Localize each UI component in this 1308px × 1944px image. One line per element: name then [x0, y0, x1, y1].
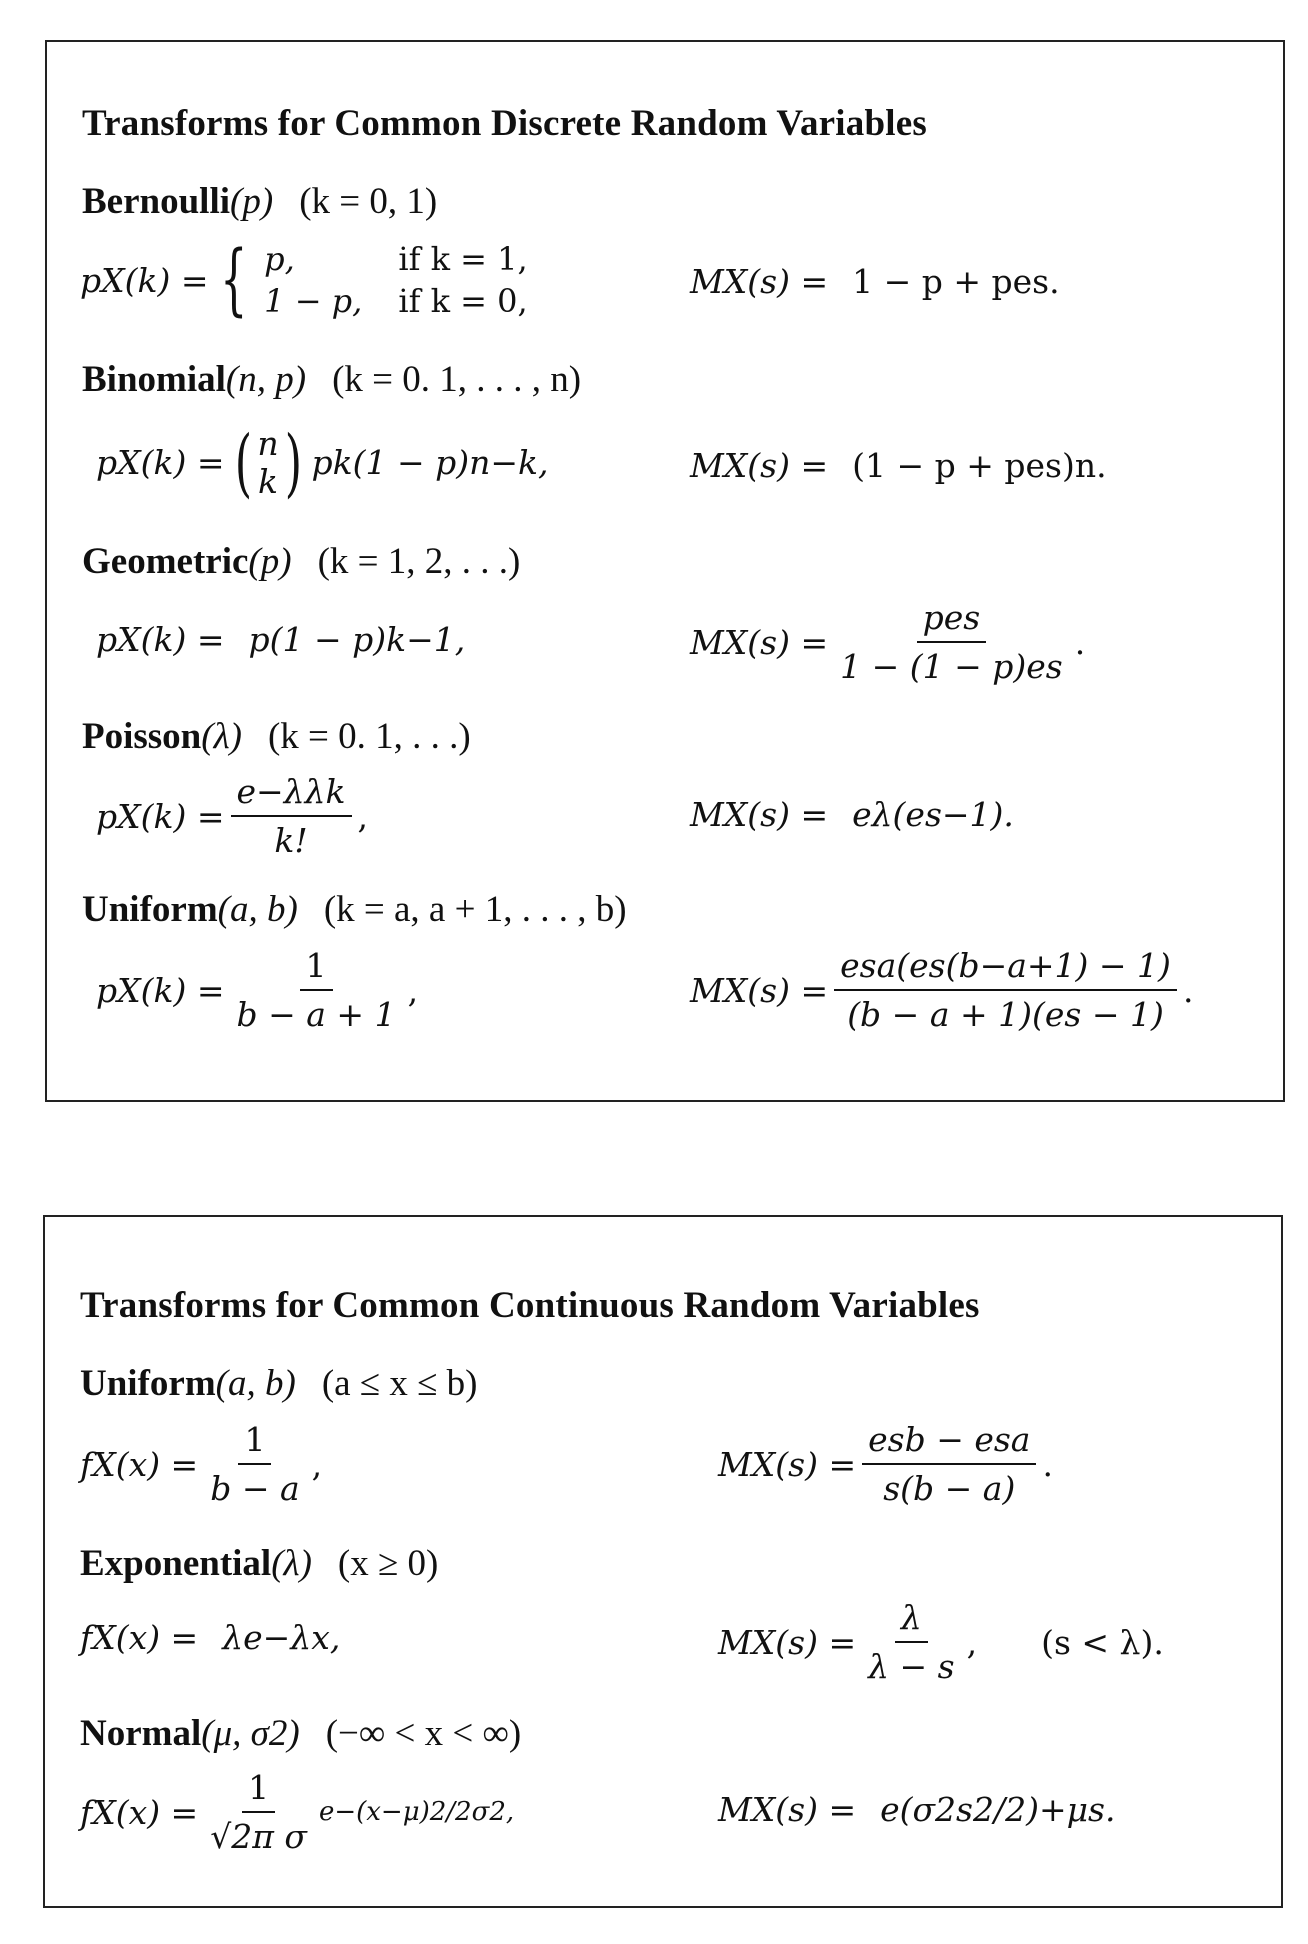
uniform-continuous-mgf-fraction — [862, 1420, 1036, 1508]
uniform-discrete-mgf-fraction — [834, 946, 1177, 1034]
normal-heading — [80, 1712, 521, 1755]
bernoulli-pmf-lhs: pX(k) = — [80, 260, 209, 300]
exponential-name: Exponential — [80, 1543, 272, 1584]
geometric-mgf-end: . — [1074, 622, 1086, 662]
continuous-title: Transforms for Common Continuous Random Variables — [80, 1285, 980, 1326]
binomial-coefficient: ( n k ) — [234, 419, 302, 506]
uniform-continuous-heading — [80, 1362, 478, 1405]
uniform-continuous-pdf-fraction — [204, 1420, 305, 1508]
poisson-pmf-numerator: e−λλk — [231, 772, 352, 817]
uniform-continuous-mgf-numerator: esb − esa — [862, 1420, 1036, 1465]
binom-bottom: k — [258, 461, 279, 501]
uniform-discrete-pmf-fraction — [231, 946, 402, 1034]
uniform-discrete-pmf-numerator: 1 — [300, 946, 333, 991]
uniform-continuous-pdf — [80, 1420, 322, 1508]
exponential-mgf-denominator: λ − s — [868, 1647, 955, 1686]
bernoulli-range: (k = 0, 1) — [299, 181, 438, 222]
exponential-pdf-lhs: fX(x) = — [80, 1618, 199, 1657]
uniform-continuous-name: Uniform — [80, 1363, 216, 1404]
uniform-continuous-pdf-denominator: b − a — [210, 1469, 300, 1508]
uniform-continuous-mgf-lhs: MX(s) = — [718, 1444, 857, 1484]
geometric-pmf-rhs: p(1 − p)k−1, — [248, 620, 466, 659]
exponential-pdf-rhs: λe−λx, — [222, 1618, 341, 1657]
exponential-mgf-lhs: MX(s) = — [718, 1622, 857, 1662]
binomial-mgf — [690, 446, 1107, 485]
geometric-pmf-lhs: pX(k) = — [96, 620, 225, 659]
uniform-discrete-pmf — [96, 946, 418, 1034]
poisson-pmf-end: , — [357, 796, 369, 836]
bernoulli-cases — [264, 240, 528, 320]
normal-mgf — [718, 1790, 1115, 1829]
uniform-discrete-pmf-end: , — [407, 970, 419, 1010]
uniform-discrete-name: Uniform — [82, 889, 218, 930]
uniform-continuous-pdf-end: , — [311, 1444, 323, 1484]
uniform-continuous-range: (a ≤ x ≤ b) — [321, 1363, 478, 1404]
normal-name: Normal — [80, 1713, 202, 1754]
geometric-pmf — [96, 620, 465, 659]
geometric-mgf-lhs: MX(s) = — [690, 622, 829, 662]
poisson-mgf-lhs: MX(s) = — [690, 795, 829, 834]
geometric-mgf-fraction — [834, 598, 1069, 686]
discrete-title: Transforms for Common Discrete Random Variables — [82, 103, 927, 144]
normal-pdf-exponential: e−(x−μ)2/2σ2, — [318, 1797, 515, 1827]
binomial-name: Binomial — [82, 359, 226, 400]
uniform-discrete-mgf — [690, 946, 1193, 1034]
uniform-continuous-param: (a, b) — [215, 1363, 296, 1404]
uniform-discrete-mgf-denominator: (b − a + 1)(es − 1) — [847, 995, 1164, 1034]
exponential-mgf-end: , — [966, 1622, 978, 1662]
poisson-pmf — [96, 772, 368, 860]
poisson-range: (k = 0. 1, . . .) — [267, 716, 471, 757]
exponential-mgf — [718, 1598, 1164, 1686]
geometric-name: Geometric — [82, 541, 249, 582]
geometric-mgf — [690, 598, 1085, 686]
uniform-continuous-mgf-end: . — [1042, 1444, 1053, 1484]
uniform-discrete-range: (k = a, a + 1, . . . , b) — [323, 889, 627, 930]
binomial-heading — [82, 358, 581, 401]
left-brace: { — [219, 235, 247, 325]
binomial-mgf-lhs: MX(s) = — [690, 446, 829, 485]
uniform-discrete-param: (a, b) — [217, 889, 298, 930]
uniform-discrete-heading — [82, 888, 627, 931]
binomial-pmf-lhs: pX(k) = — [96, 443, 225, 483]
poisson-pmf-denominator: k! — [274, 821, 308, 860]
bernoulli-mgf-lhs: MX(s) = — [690, 262, 829, 301]
binomial-pmf-rest: pk(1 − p)n−k, — [311, 443, 549, 483]
normal-range: (−∞ < x < ∞) — [325, 1713, 522, 1754]
exponential-range: (x ≥ 0) — [337, 1543, 439, 1584]
exponential-mgf-fraction — [862, 1598, 960, 1686]
binomial-mgf-rhs: (1 − p + pes)n. — [852, 446, 1107, 485]
exponential-param: (λ) — [271, 1543, 312, 1584]
normal-pdf-numerator: 1 — [242, 1768, 275, 1813]
uniform-continuous-mgf — [718, 1420, 1053, 1508]
binom-top: n — [257, 424, 279, 463]
binomial-param: (n, p) — [225, 359, 307, 400]
poisson-pmf-lhs: pX(k) = — [96, 796, 225, 836]
uniform-continuous-mgf-denominator: s(b − a) — [883, 1469, 1016, 1508]
case2-value: 1 − p, — [264, 282, 363, 320]
geometric-mgf-numerator: pes — [917, 598, 987, 643]
uniform-discrete-pmf-lhs: pX(k) = — [96, 970, 225, 1010]
geometric-heading — [82, 540, 520, 583]
uniform-continuous-pdf-lhs: fX(x) = — [80, 1444, 199, 1484]
geometric-range: (k = 1, 2, . . .) — [317, 541, 521, 582]
uniform-discrete-mgf-end: . — [1182, 970, 1194, 1010]
normal-pdf-denominator: √2π σ — [210, 1817, 307, 1856]
bernoulli-param: (p) — [230, 181, 274, 222]
case1-condition: if k = 1, — [398, 240, 528, 278]
exponential-mgf-condition: (s < λ). — [1041, 1622, 1164, 1662]
normal-pdf-fraction — [204, 1768, 313, 1856]
normal-mgf-lhs: MX(s) = — [718, 1790, 857, 1829]
poisson-param: (λ) — [201, 716, 242, 757]
binomial-pmf — [96, 419, 549, 506]
normal-mgf-rhs: e(σ2s2/2)+μs. — [880, 1790, 1116, 1829]
bernoulli-pmf — [80, 235, 528, 325]
bernoulli-mgf — [690, 262, 1060, 301]
uniform-discrete-mgf-lhs: MX(s) = — [690, 970, 829, 1010]
geometric-param: (p) — [248, 541, 292, 582]
bernoulli-mgf-rhs: 1 − p + pes. — [852, 262, 1060, 301]
uniform-discrete-mgf-numerator: esa(es(b−a+1) − 1) — [834, 946, 1177, 991]
poisson-heading — [82, 715, 471, 758]
poisson-name: Poisson — [82, 716, 202, 757]
normal-param: (μ, σ2) — [201, 1713, 300, 1754]
normal-pdf-lhs: fX(x) = — [80, 1792, 199, 1832]
uniform-continuous-pdf-numerator: 1 — [238, 1420, 271, 1465]
case2-condition: if k = 0, — [398, 282, 528, 320]
bernoulli-heading — [82, 180, 437, 223]
exponential-heading — [80, 1542, 438, 1585]
uniform-discrete-pmf-denominator: b − a + 1 — [236, 995, 396, 1034]
exponential-pdf — [80, 1618, 340, 1657]
poisson-mgf-rhs: eλ(es−1). — [852, 795, 1014, 834]
geometric-mgf-denominator: 1 − (1 − p)es — [840, 647, 1063, 686]
case1-value: p, — [264, 240, 295, 278]
exponential-mgf-numerator: λ — [895, 1598, 928, 1643]
normal-pdf — [80, 1768, 514, 1856]
binomial-range: (k = 0. 1, . . . , n) — [332, 359, 582, 400]
poisson-pmf-fraction — [231, 772, 352, 860]
bernoulli-name: Bernoulli — [82, 181, 231, 222]
poisson-mgf — [690, 795, 1014, 834]
